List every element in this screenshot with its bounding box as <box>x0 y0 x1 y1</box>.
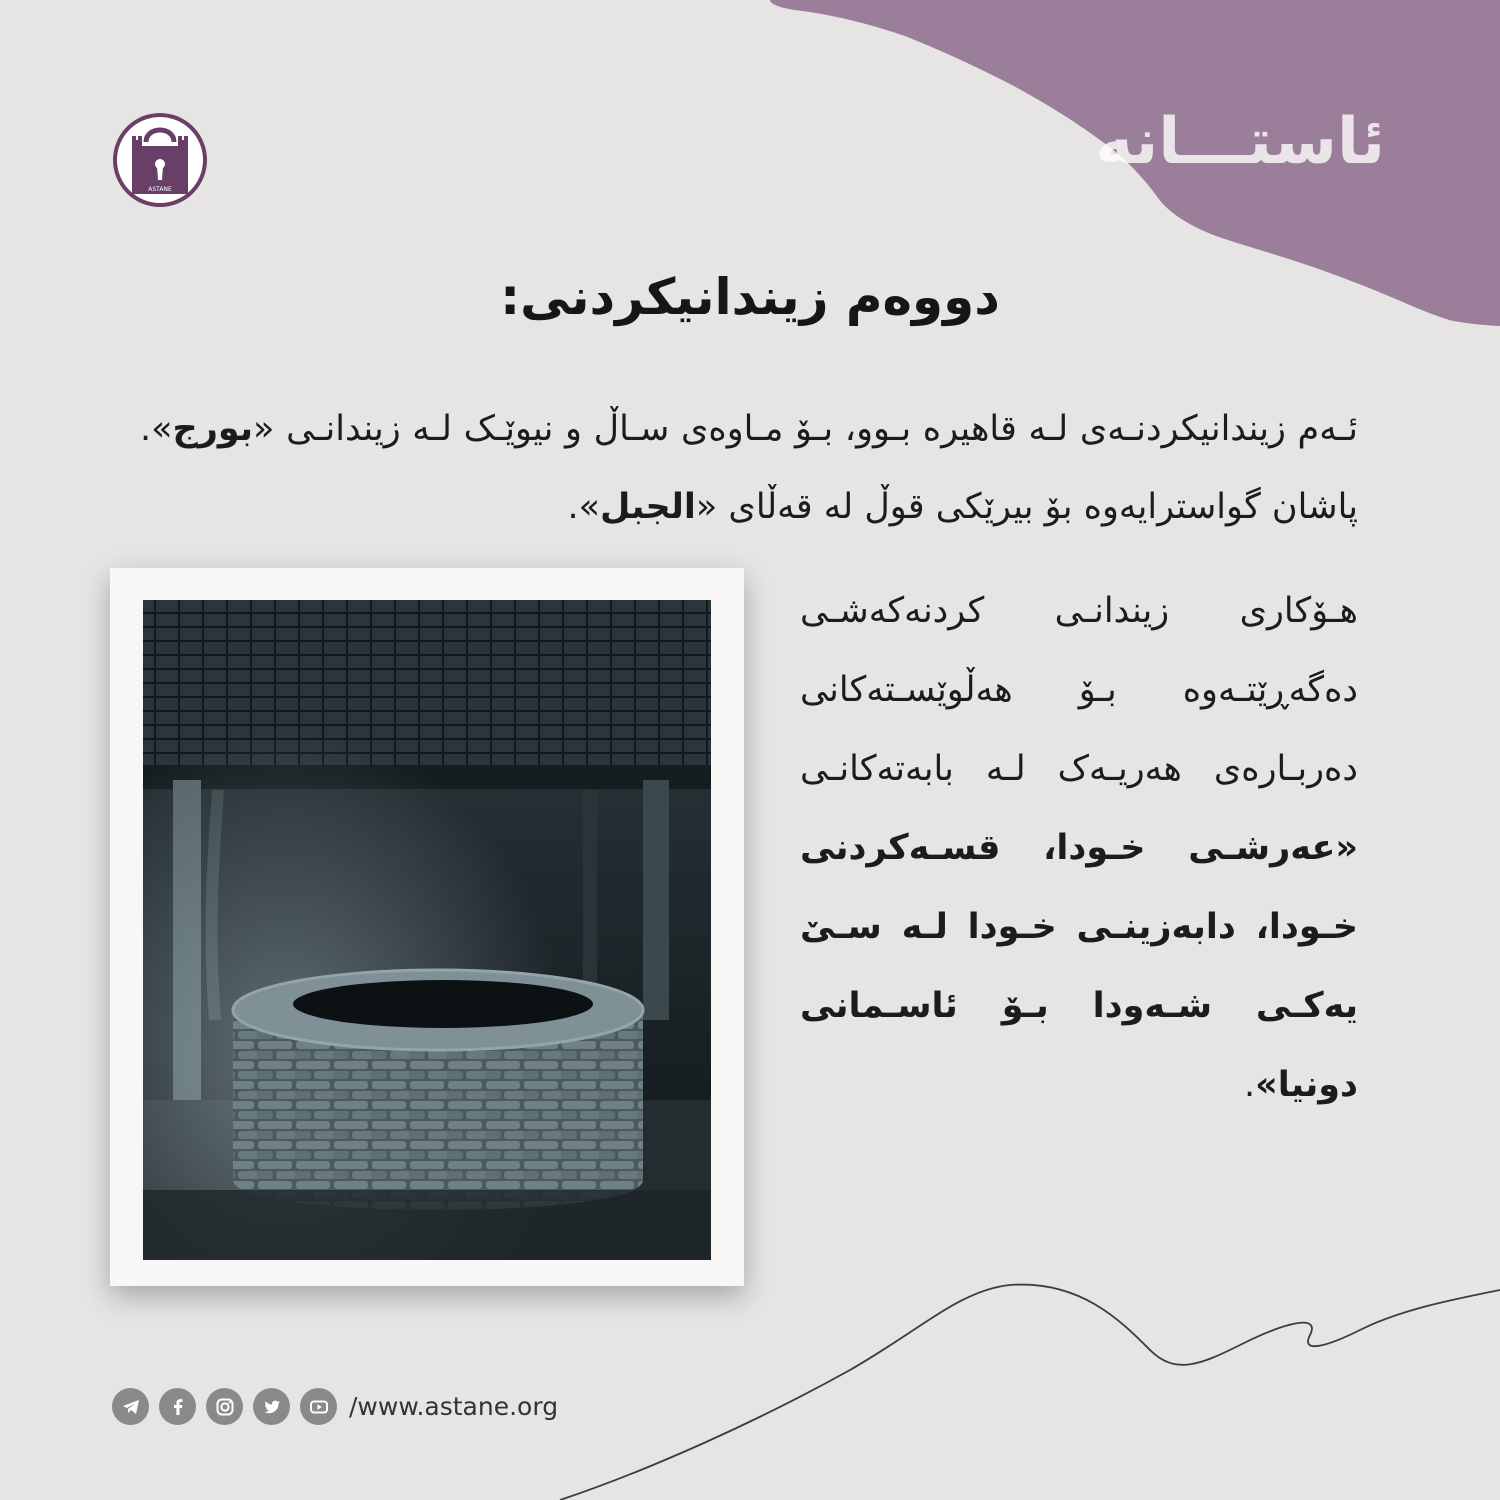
intro-text-2: ». پاشان گواسترایەوە بۆ بیرێکی قوڵ لە قەڵای « <box>140 409 1358 527</box>
twitter-icon[interactable] <box>253 1388 290 1425</box>
intro-text-3: ». <box>567 487 600 527</box>
cause-end: . <box>1243 1065 1256 1105</box>
intro-bold-burj: بورج <box>172 409 254 449</box>
logo-text: ASTANE <box>148 186 172 193</box>
page-title: دووەم زیندانیکردنی: <box>500 268 1000 326</box>
instagram-icon[interactable] <box>206 1388 243 1425</box>
facebook-icon[interactable] <box>159 1388 196 1425</box>
intro-bold-jabal: الجبل <box>599 487 696 527</box>
telegram-icon[interactable] <box>112 1388 149 1425</box>
social-links <box>112 1388 558 1425</box>
website-link[interactable]: /www.astane.org <box>349 1392 559 1421</box>
cause-text: هـۆکاری زیندانـی کردنەکەشـی دەگەڕێتـەوە بـۆ هەڵوێسـتەکانی دەربـارەی هەریـەک لـە بابەتەکانـی <box>800 591 1358 789</box>
brand-wordmark: ئاستـــانه <box>1095 105 1385 179</box>
cause-bold-text: «عەرشـی خـودا، قسـەکردنی خـودا، دابەزینـی خـودا لـە سـێ یەکـی شـەودا بـۆ ئاسـمانی دونیا» <box>800 828 1358 1105</box>
intro-text-1: ئـەم زیندانیکردنـەی لـە قاهیرە بـوو، بـۆ مـاوەی سـاڵ و نیوێـک لـە زیندانـی « <box>253 409 1358 449</box>
youtube-icon[interactable] <box>300 1388 337 1425</box>
